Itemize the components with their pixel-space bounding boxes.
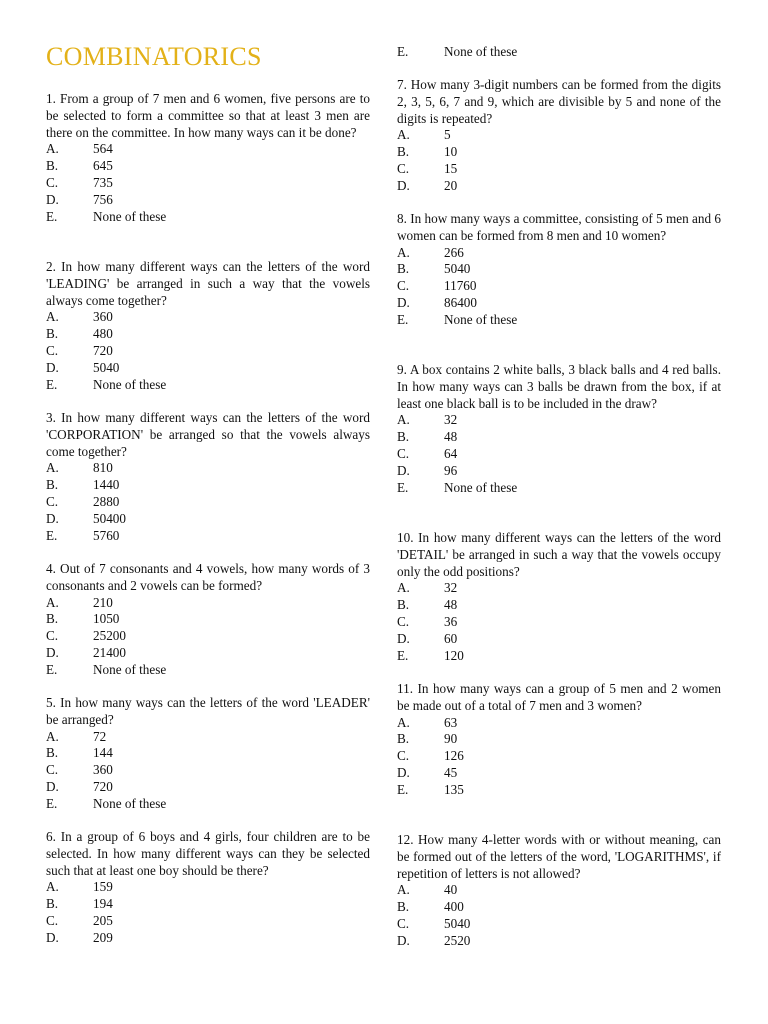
option-label: A. (397, 244, 410, 260)
answer-option-c (397, 748, 721, 765)
option-value: 10 (444, 144, 458, 160)
question-8 (397, 211, 721, 329)
question-stem: 4. Out of 7 consonants and 4 vowels, how many words of 3 consonants and 2 vowels can be formed? (46, 561, 370, 593)
option-label: B. (397, 899, 410, 915)
answer-option-d (397, 463, 721, 480)
option-value: 45 (444, 764, 458, 780)
option-label: E. (46, 527, 58, 543)
question-stem: 2. In how many different ways can the letters of the word 'LEADING' be arranged in such a way that the vowels always come together? (46, 259, 370, 308)
answer-option-b (46, 477, 370, 494)
option-label: B. (397, 597, 410, 613)
option-value: 11760 (444, 278, 477, 294)
option-value: 48 (444, 597, 458, 613)
option-label: B. (46, 745, 59, 761)
answer-option-a (46, 729, 370, 746)
option-label: C. (46, 493, 59, 509)
option-value: 63 (444, 714, 458, 730)
answer-option-b (46, 326, 370, 343)
page-title: COMBINATORICS (46, 42, 262, 71)
answer-option-b (397, 429, 721, 446)
option-label: D. (397, 630, 410, 646)
option-label: E. (46, 208, 58, 224)
option-label: C. (46, 342, 59, 358)
answer-option-d (46, 360, 370, 377)
question-stem: 11. In how many ways can a group of 5 men and 2 women be made out of a total of 7 men and 3 women? (397, 681, 721, 713)
option-label: A. (397, 127, 410, 143)
question-stem: 10. In how many different ways can the letters of the word 'DETAIL' be arranged in such a way that the vowels occupy only the odd positions? (397, 530, 721, 579)
answer-option-b (397, 144, 721, 161)
answer-option-b (46, 158, 370, 175)
option-value: 810 (93, 460, 113, 476)
option-label: B. (46, 326, 59, 342)
answer-option-d (46, 930, 370, 947)
option-value: 40 (444, 882, 458, 898)
answer-option-b (46, 745, 370, 762)
option-value: 360 (93, 309, 113, 325)
option-value: 64 (444, 445, 458, 461)
question-stem: 7. How many 3-digit numbers can be formed from the digits 2, 3, 5, 6, 7 and 9, which are divisible by 5 and none of the digits is repeated? (397, 77, 721, 126)
option-value: 50400 (93, 510, 126, 526)
answer-option-a (397, 412, 721, 429)
option-value: 36 (444, 613, 458, 629)
option-value: 135 (444, 781, 464, 797)
option-label: D. (397, 462, 410, 478)
question-5 (46, 695, 370, 813)
answer-option-c (46, 343, 370, 360)
option-value: None of these (93, 208, 167, 224)
question-stem: 1. From a group of 7 men and 6 women, five persons are to be selected to form a committee so that at least 3 men are there on the committee. In how many ways can it be done? (46, 91, 370, 140)
option-value: 20 (444, 177, 458, 193)
answer-option-b (46, 896, 370, 913)
option-value: 1050 (93, 611, 120, 627)
option-label: A. (397, 412, 410, 428)
answer-option-e (397, 480, 721, 497)
option-label: B. (397, 429, 410, 445)
answer-option-d (397, 933, 721, 950)
option-label: D. (46, 644, 59, 660)
option-label: C. (397, 278, 410, 294)
option-value: 360 (93, 762, 113, 778)
option-label: E. (397, 781, 409, 797)
option-value: 194 (93, 896, 113, 912)
question-12 (397, 832, 721, 950)
answer-option-d (397, 765, 721, 782)
option-label: D. (46, 778, 59, 794)
option-value: 2880 (93, 493, 120, 509)
question-10 (397, 530, 721, 664)
option-value: 756 (93, 191, 113, 207)
answer-option-d (46, 511, 370, 528)
option-label: A. (46, 460, 59, 476)
option-label: B. (397, 261, 410, 277)
answer-option-e (397, 648, 721, 665)
answer-option-a (46, 141, 370, 158)
answer-option-e (397, 782, 721, 799)
option-value: None of these (444, 479, 518, 495)
question-7 (397, 77, 721, 195)
option-label: B. (397, 144, 410, 160)
option-value: None of these (444, 44, 518, 59)
option-label: C. (397, 915, 410, 931)
question-stem: 12. How many 4-letter words with or without meaning, can be formed out of the letters of the word, 'LOGARITHMS', if repetition of letters is not allowed? (397, 832, 721, 881)
option-value: 86400 (444, 294, 477, 310)
answer-option-d (46, 192, 370, 209)
option-value: 205 (93, 912, 113, 928)
option-label: C. (46, 762, 59, 778)
answer-option-d (46, 779, 370, 796)
option-value: 90 (444, 731, 458, 747)
option-label: E. (46, 376, 58, 392)
option-value: 720 (93, 342, 113, 358)
option-value: 210 (93, 594, 113, 610)
option-label: B. (46, 158, 59, 174)
answer-option-b (46, 611, 370, 628)
option-label: A. (46, 309, 59, 325)
answer-option-e (46, 796, 370, 813)
answer-option-c (46, 494, 370, 511)
option-label: D. (46, 510, 59, 526)
option-value: 144 (93, 745, 113, 761)
answer-option-b (397, 597, 721, 614)
option-label: A. (397, 580, 410, 596)
option-value: 15 (444, 160, 458, 176)
answer-option-d (46, 645, 370, 662)
option-label: D. (397, 294, 410, 310)
option-label: D. (46, 359, 59, 375)
option-value: None of these (444, 311, 518, 327)
answer-option-a (397, 127, 721, 144)
answer-option-e (46, 209, 370, 226)
option-label: C. (46, 912, 59, 928)
answer-option-c (397, 614, 721, 631)
answer-option-e (46, 377, 370, 394)
option-label: B. (397, 731, 410, 747)
answer-option-c (46, 175, 370, 192)
question-stem: 9. A box contains 2 white balls, 3 black balls and 4 red balls. In how many ways can 3 balls be drawn from the box, if at least one black ball is to be included in the draw? (397, 362, 721, 411)
option-label: B. (46, 611, 59, 627)
answer-option-a (397, 580, 721, 597)
option-label: D. (46, 929, 59, 945)
question-1 (46, 91, 370, 225)
question-stem: 3. In how many different ways can the letters of the word 'CORPORATION' be arranged so that the vowels always come together? (46, 410, 370, 459)
option-label: E. (46, 661, 58, 677)
option-label: A. (46, 594, 59, 610)
answer-option-e (397, 312, 721, 329)
answer-option-e (397, 44, 721, 61)
answer-option-a (397, 245, 721, 262)
option-value: 564 (93, 141, 113, 157)
answer-option-a (46, 595, 370, 612)
option-label: A. (397, 714, 410, 730)
option-label: C. (397, 445, 410, 461)
option-label: C. (46, 174, 59, 190)
option-value: None of these (93, 795, 167, 811)
option-value: 645 (93, 158, 113, 174)
option-label: C. (46, 628, 59, 644)
option-value: None of these (93, 376, 167, 392)
option-value: 400 (444, 899, 464, 915)
option-value: 126 (444, 748, 464, 764)
option-label: E. (397, 479, 409, 495)
option-label: A. (397, 882, 410, 898)
option-value: 72 (93, 728, 107, 744)
answer-option-a (46, 460, 370, 477)
option-label: D. (397, 177, 410, 193)
answer-option-e (46, 528, 370, 545)
option-value: 32 (444, 412, 458, 428)
option-label: D. (46, 191, 59, 207)
option-value: 720 (93, 778, 113, 794)
option-label: C. (397, 613, 410, 629)
answer-option-d (397, 295, 721, 312)
option-label: E. (397, 44, 409, 59)
option-value: 2520 (444, 932, 471, 948)
question-stem: 5. In how many ways can the letters of the word 'LEADER' be arranged? (46, 695, 370, 727)
option-value: 21400 (93, 644, 126, 660)
option-value: 96 (444, 462, 458, 478)
answer-option-c (397, 161, 721, 178)
option-value: 48 (444, 429, 458, 445)
option-value: 5040 (93, 359, 120, 375)
option-label: B. (46, 896, 59, 912)
answer-option-a (46, 309, 370, 326)
option-value: 60 (444, 630, 458, 646)
option-value: 480 (93, 326, 113, 342)
answer-option-c (46, 913, 370, 930)
option-label: A. (46, 141, 59, 157)
question-9 (397, 362, 721, 496)
answer-option-d (397, 178, 721, 195)
option-label: A. (46, 879, 59, 895)
option-label: C. (397, 160, 410, 176)
question-11 (397, 681, 721, 799)
question-stem: 8. In how many ways a committee, consisting of 5 men and 6 women can be formed from 8 men and 10 women? (397, 211, 721, 243)
question-4 (46, 561, 370, 679)
answer-option-c (46, 762, 370, 779)
option-value: 5040 (444, 915, 471, 931)
option-value: 209 (93, 929, 113, 945)
option-value: None of these (93, 661, 167, 677)
option-value: 120 (444, 647, 464, 663)
answer-option-c (397, 278, 721, 295)
answer-option-c (397, 446, 721, 463)
answer-option-b (397, 899, 721, 916)
answer-option-a (397, 715, 721, 732)
question-6-continued (397, 44, 721, 61)
question-2 (46, 259, 370, 393)
answer-option-b (397, 261, 721, 278)
option-label: A. (46, 728, 59, 744)
option-value: 5040 (444, 261, 471, 277)
answer-option-a (46, 879, 370, 896)
answer-option-a (397, 882, 721, 899)
option-label: E. (397, 647, 409, 663)
question-stem: 6. In a group of 6 boys and 4 girls, four children are to be selected. In how many different ways can they be selected such that at least one boy should be there? (46, 829, 370, 878)
option-value: 1440 (93, 477, 120, 493)
answer-option-d (397, 631, 721, 648)
answer-option-c (397, 916, 721, 933)
option-label: C. (397, 748, 410, 764)
option-value: 5760 (93, 527, 120, 543)
option-label: E. (46, 795, 58, 811)
option-value: 25200 (93, 628, 126, 644)
answer-option-b (397, 731, 721, 748)
option-label: D. (397, 764, 410, 780)
question-6 (46, 829, 370, 947)
option-value: 266 (444, 244, 464, 260)
option-value: 32 (444, 580, 458, 596)
option-value: 5 (444, 127, 451, 143)
answer-option-c (46, 628, 370, 645)
option-label: D. (397, 932, 410, 948)
option-value: 735 (93, 174, 113, 190)
option-label: E. (397, 311, 409, 327)
option-value: 159 (93, 879, 113, 895)
answer-option-e (46, 662, 370, 679)
option-label: B. (46, 477, 59, 493)
question-3 (46, 410, 370, 544)
